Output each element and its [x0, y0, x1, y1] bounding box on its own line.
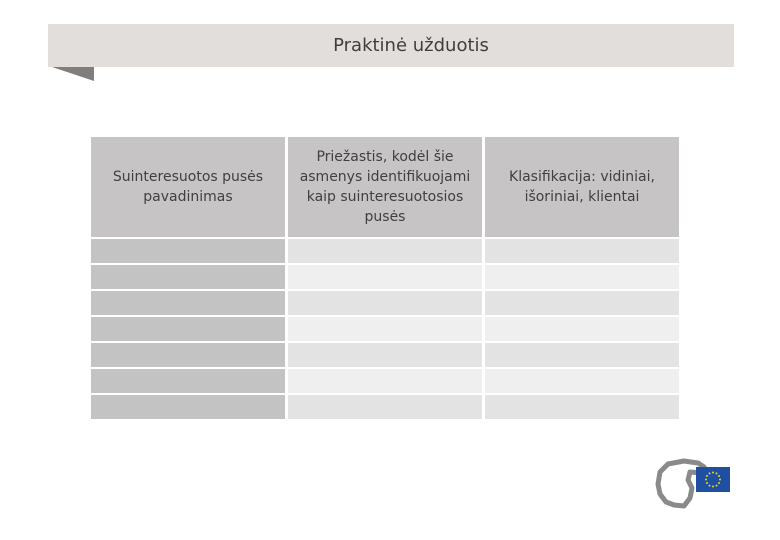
table-cell[interactable] — [288, 317, 482, 341]
table-row — [91, 343, 679, 367]
table-cell[interactable] — [91, 239, 285, 263]
table-cell[interactable] — [288, 369, 482, 393]
header-stakeholder-name: Suinteresuotos pusės pavadinimas — [91, 137, 285, 237]
table-cell[interactable] — [288, 395, 482, 419]
table-header-row — [91, 137, 679, 237]
table-cell[interactable] — [485, 239, 679, 263]
table-cell[interactable] — [288, 343, 482, 367]
title-bar — [48, 24, 734, 67]
table-cell[interactable] — [485, 265, 679, 289]
table-cell[interactable] — [91, 291, 285, 315]
table-cell[interactable] — [91, 343, 285, 367]
table-cell[interactable] — [91, 369, 285, 393]
table-cell[interactable] — [91, 265, 285, 289]
header-classification: Klasifikacija: vidiniai, išoriniai, klientai — [485, 137, 679, 237]
table-cell[interactable] — [485, 317, 679, 341]
table-row — [91, 239, 679, 263]
table-cell[interactable] — [91, 395, 285, 419]
slide-title: Praktinė užduotis — [333, 35, 489, 56]
header-reason: Priežastis, kodėl šie asmenys identifikuojami kaip suinteresuotosios pusės — [288, 137, 482, 237]
table-cell[interactable] — [91, 317, 285, 341]
table-cell[interactable] — [485, 343, 679, 367]
table-row — [91, 369, 679, 393]
table-cell[interactable] — [485, 395, 679, 419]
title-bar-tab-icon — [52, 67, 94, 81]
table-row — [91, 317, 679, 341]
table-cell[interactable] — [485, 369, 679, 393]
stakeholder-table — [88, 135, 682, 421]
table-cell[interactable] — [288, 239, 482, 263]
table-row — [91, 395, 679, 419]
table-cell[interactable] — [485, 291, 679, 315]
table-cell[interactable] — [288, 291, 482, 315]
table-cell[interactable] — [288, 265, 482, 289]
lithuania-map-with-eu-flag-icon — [654, 458, 734, 510]
table-row — [91, 265, 679, 289]
table-row — [91, 291, 679, 315]
